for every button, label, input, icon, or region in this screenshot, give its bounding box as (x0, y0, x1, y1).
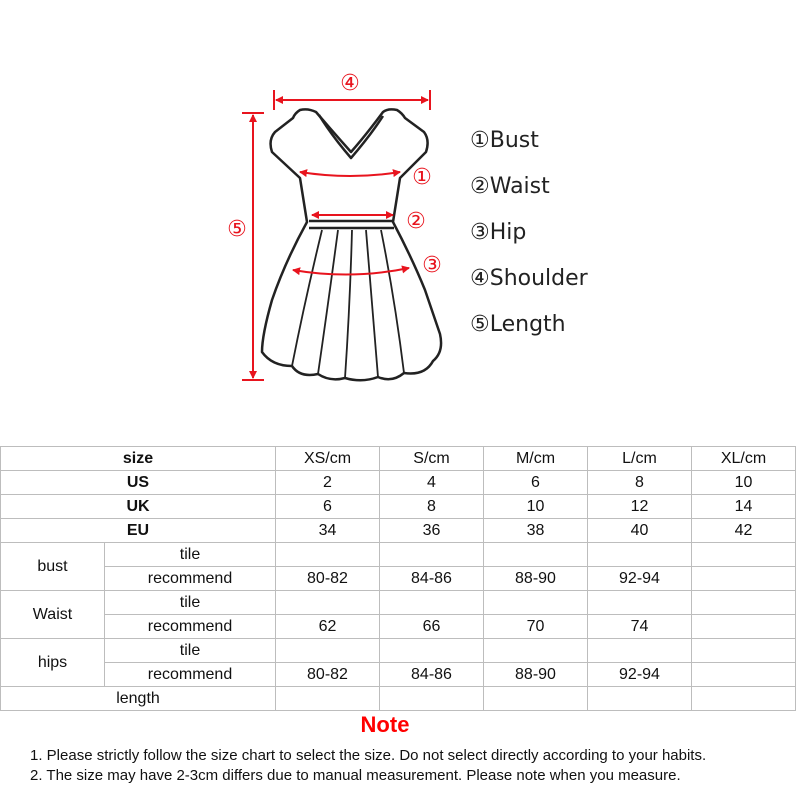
legend-length: ⑤Length (470, 312, 566, 337)
size-col-l: L/cm (588, 447, 692, 471)
table-cell: 62 (276, 615, 380, 639)
table-cell: 2 (276, 471, 380, 495)
table-cell: 74 (588, 615, 692, 639)
table-row-hips-recommend (1, 663, 796, 687)
size-chart-table (0, 446, 796, 711)
table-cell (276, 639, 380, 663)
table-row-length (1, 687, 796, 711)
table-cell (588, 543, 692, 567)
table-cell (588, 687, 692, 711)
sub-label-recommend: recommend (105, 567, 276, 591)
table-cell (484, 543, 588, 567)
table-cell: 12 (588, 495, 692, 519)
legend-waist: ②Waist (470, 174, 550, 199)
sub-label-recommend: recommend (105, 663, 276, 687)
table-cell: 80-82 (276, 567, 380, 591)
table-row-waist-recommend (1, 615, 796, 639)
sub-label-tile: tile (105, 591, 276, 615)
row-label-us: US (1, 471, 276, 495)
measurement-legend (470, 126, 588, 356)
table-cell (588, 639, 692, 663)
table-cell (380, 591, 484, 615)
table-cell (484, 591, 588, 615)
table-cell: 92-94 (588, 567, 692, 591)
size-col-m: M/cm (484, 447, 588, 471)
table-cell: 8 (588, 471, 692, 495)
table-cell: 6 (484, 471, 588, 495)
table-cell: 88-90 (484, 663, 588, 687)
table-cell: 10 (484, 495, 588, 519)
table-cell (692, 615, 796, 639)
table-cell: 66 (380, 615, 484, 639)
legend-bust: ①Bust (470, 128, 539, 153)
table-cell: 34 (276, 519, 380, 543)
sub-label-recommend: recommend (105, 615, 276, 639)
size-col-xl: XL/cm (692, 447, 796, 471)
table-cell: 10 (692, 471, 796, 495)
table-row-waist-tile (1, 591, 796, 615)
table-cell: 8 (380, 495, 484, 519)
size-header: size (1, 447, 276, 471)
table-cell (276, 591, 380, 615)
waist-marker: ② (406, 209, 426, 234)
table-row-eu (1, 519, 796, 543)
table-cell (692, 567, 796, 591)
row-label-uk: UK (1, 495, 276, 519)
table-cell: 84-86 (380, 663, 484, 687)
table-cell (276, 543, 380, 567)
table-cell: 38 (484, 519, 588, 543)
note-title: Note (360, 712, 410, 737)
table-cell: 40 (588, 519, 692, 543)
table-cell: 4 (380, 471, 484, 495)
table-cell (692, 543, 796, 567)
table-row-us (1, 471, 796, 495)
table-cell: 88-90 (484, 567, 588, 591)
table-cell: 6 (276, 495, 380, 519)
table-cell (588, 591, 692, 615)
bust-marker: ① (412, 165, 432, 190)
table-cell: 42 (692, 519, 796, 543)
table-row-bust-tile (1, 543, 796, 567)
table-cell (380, 687, 484, 711)
table-cell (380, 543, 484, 567)
table-row-size (1, 447, 796, 471)
row-label-waist: Waist (1, 591, 105, 639)
table-row-hips-tile (1, 639, 796, 663)
row-label-eu: EU (1, 519, 276, 543)
shoulder-marker: ④ (340, 71, 360, 96)
table-row-uk (1, 495, 796, 519)
hip-marker: ③ (422, 253, 442, 278)
table-cell: 36 (380, 519, 484, 543)
bust-measure-line (300, 172, 400, 176)
table-cell (692, 687, 796, 711)
table-cell (484, 687, 588, 711)
row-label-hips: hips (1, 639, 105, 687)
table-cell (484, 639, 588, 663)
size-col-xs: XS/cm (276, 447, 380, 471)
row-label-length: length (1, 687, 276, 711)
table-cell: 84-86 (380, 567, 484, 591)
table-cell (692, 591, 796, 615)
sub-label-tile: tile (105, 639, 276, 663)
table-cell (380, 639, 484, 663)
table-cell: 70 (484, 615, 588, 639)
legend-hip: ③Hip (470, 220, 527, 245)
note-line-2: 2. The size may have 2-3cm differs due to manual measurement. Please note when you measure. (30, 767, 681, 784)
dress-outline (262, 109, 441, 380)
table-cell (692, 663, 796, 687)
table-cell: 80-82 (276, 663, 380, 687)
row-label-bust: bust (1, 543, 105, 591)
legend-shoulder: ④Shoulder (470, 266, 588, 291)
table-cell (692, 639, 796, 663)
table-cell: 14 (692, 495, 796, 519)
table-cell (276, 687, 380, 711)
table-cell: 92-94 (588, 663, 692, 687)
sub-label-tile: tile (105, 543, 276, 567)
table-row-bust-recommend (1, 567, 796, 591)
length-marker: ⑤ (227, 217, 247, 242)
size-col-s: S/cm (380, 447, 484, 471)
note-line-1: 1. Please strictly follow the size chart to select the size. Do not select directly according to your habits. (30, 747, 707, 764)
